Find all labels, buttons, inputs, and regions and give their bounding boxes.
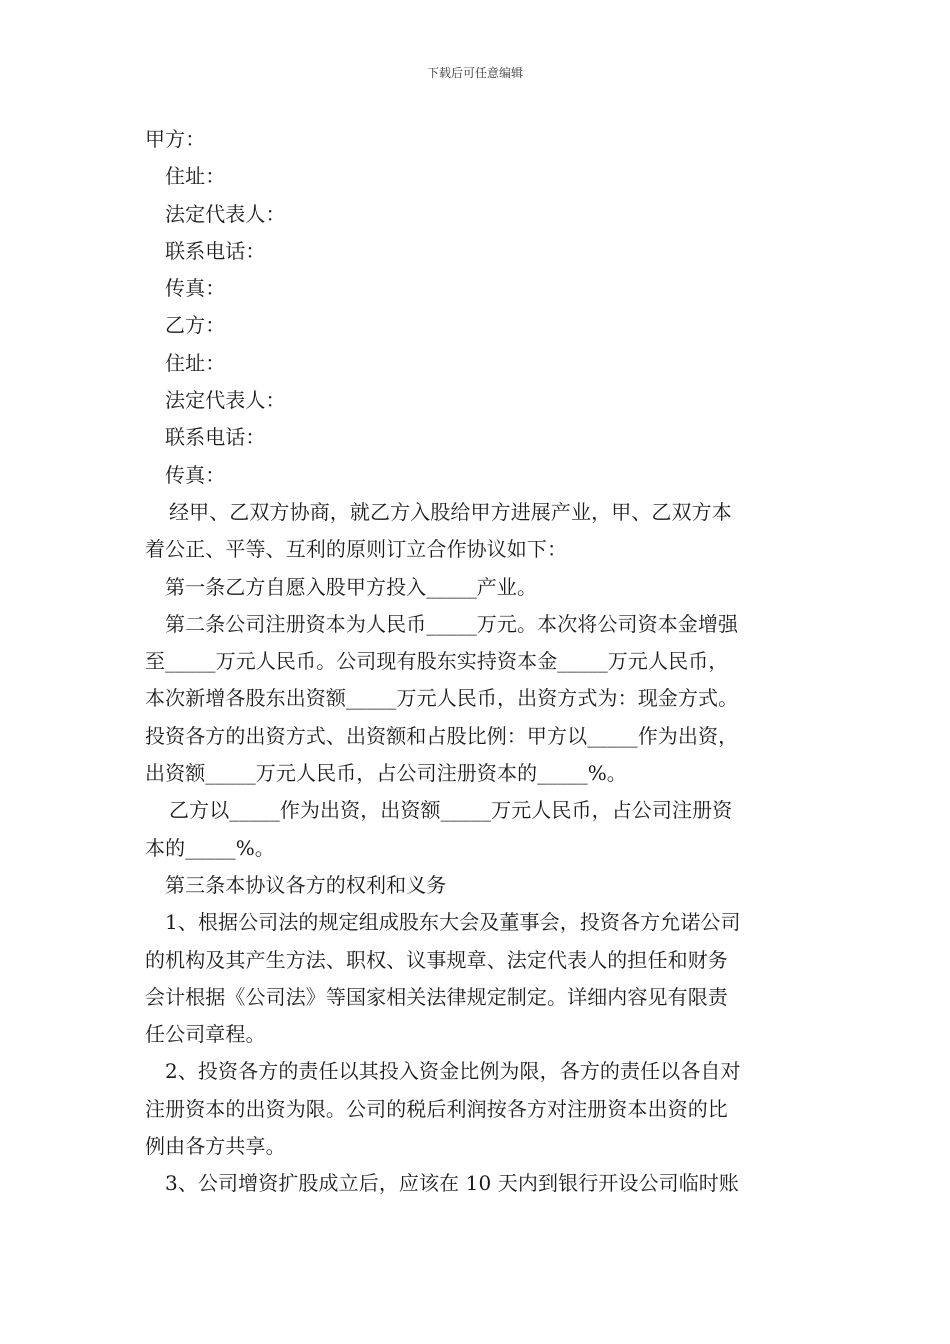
article-one: 第一条乙方自愿入股甲方投入_____产业。 (165, 574, 538, 599)
clause-one-line: 任公司章程。 (145, 1022, 266, 1047)
article-two-line: 第二条公司注册资本为人民币_____万元。本次将公司资本金增强 (165, 611, 739, 636)
party-b-label: 乙方： (165, 313, 226, 338)
clause-one-line: 的机构及其产生方法、职权、议事规章、法定代表人的担任和财务 (145, 947, 728, 972)
party-b-phone: 联系电话： (165, 425, 266, 450)
clause-two-line: 例由各方共享。 (145, 1134, 286, 1159)
party-a-label: 甲方： (145, 127, 206, 151)
party-a-fax: 传真： (165, 276, 226, 301)
clause-three-line: 3、公司增资扩股成立后，应该在 10 天内到银行开设公司临时账 (165, 1171, 739, 1196)
document-body (145, 121, 810, 1203)
intro-paragraph-line: 着公正、平等、互利的原则订立合作协议如下： (145, 537, 568, 562)
clause-two-line: 2、投资各方的责任以其投入资金比例为限，各方的责任以各自对 (165, 1059, 741, 1084)
clause-one-line: 1、根据公司法的规定组成股东大会及董事会，投资各方允诺公司 (165, 910, 741, 935)
party-b-legal-rep: 法定代表人： (165, 388, 286, 413)
party-a-address: 住址： (165, 164, 226, 189)
intro-paragraph-line: 经甲、乙双方协商，就乙方入股给甲方进展产业，甲、乙双方本 (169, 499, 732, 524)
party-b-fax: 传真： (165, 462, 226, 487)
party-a-phone: 联系电话： (165, 238, 266, 263)
article-two-line: 至_____万元人民币。公司现有股东实持资本金_____万元人民币， (145, 649, 729, 674)
clause-two-line: 注册资本的出资为限。公司的税后利润按各方对注册资本出资的比 (145, 1096, 728, 1121)
article-two-line: 投资各方的出资方式、出资额和占股比例：甲方以_____作为出资， (145, 723, 739, 748)
party-a-legal-rep: 法定代表人： (165, 201, 286, 226)
page-header: 下载后可任意编辑 (426, 66, 523, 80)
article-two-line: 本次新增各股东出资额_____万元人民币，出资方式为：现金方式。 (145, 686, 739, 711)
article-three-heading: 第三条本协议各方的权利和义务 (165, 872, 447, 897)
party-b-contribution-line: 乙方以_____作为出资，出资额_____万元人民币，占公司注册资 (169, 798, 733, 823)
clause-one-line: 会计根据《公司法》等国家相关法律规定制定。详细内容见有限责 (145, 984, 728, 1009)
article-two-line: 出资额_____万元人民币，占公司注册资本的_____%。 (145, 761, 627, 786)
party-b-address: 住址： (165, 350, 226, 375)
party-b-contribution-line: 本的_____%。 (145, 835, 275, 860)
